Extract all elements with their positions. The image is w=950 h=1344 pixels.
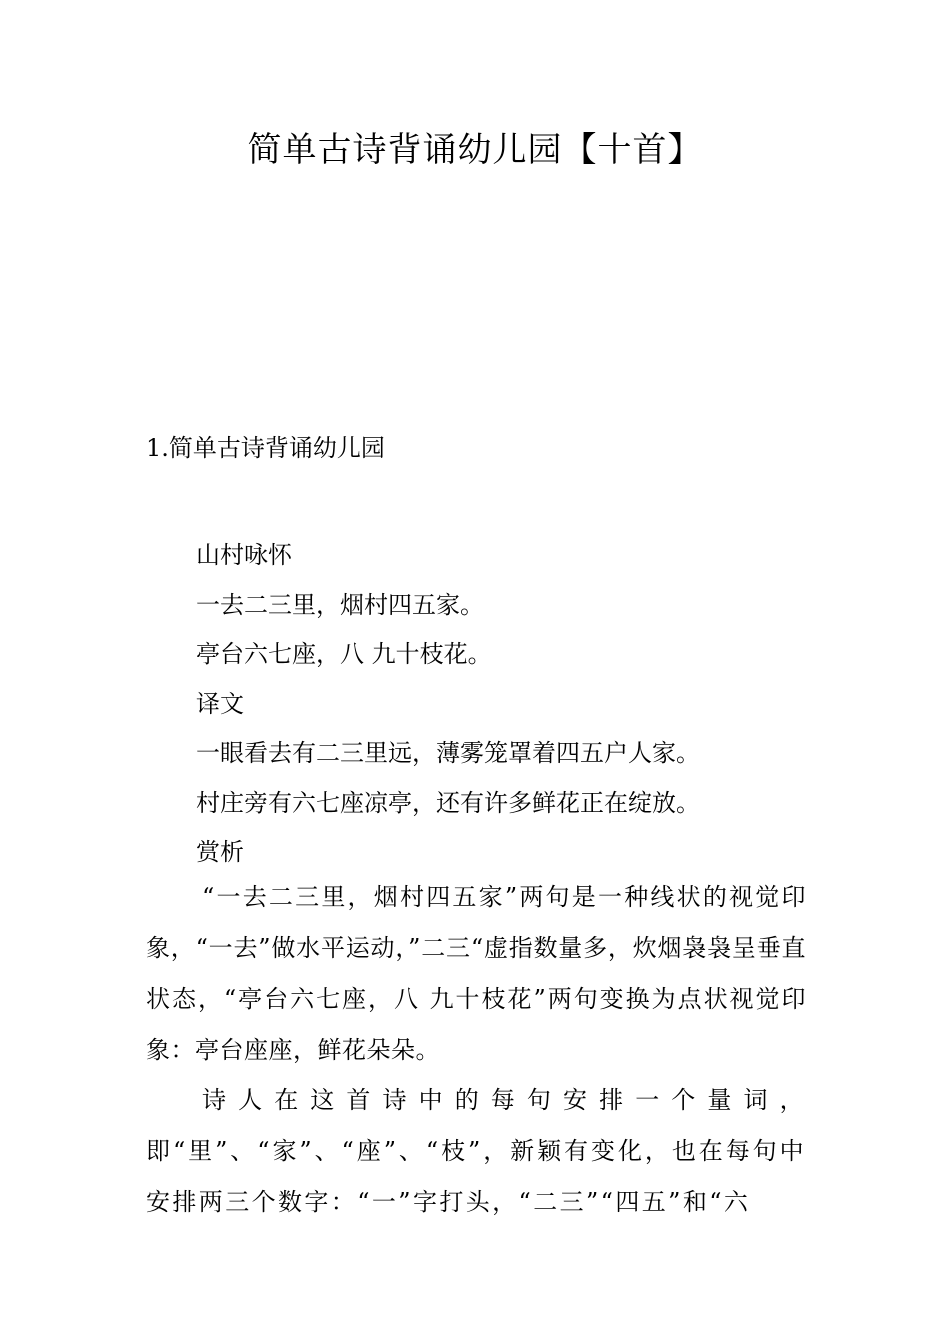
translation-line: 村庄旁有六七座凉亭，还有许多鲜花正在绽放。 — [196, 788, 700, 817]
analysis-paragraph: “一去二三里，烟村四五家”两句是一种线状的视觉印象，“一去”做水平运动，”二三“虚指数量多，炊烟袅袅呈垂直状态，“亭台六七座，八 九十枝花”两句变换为点状视觉印象：亭台座座，鲜花朵朵。 — [146, 883, 806, 1064]
section-heading: 1.简单古诗背诵幼儿园 — [146, 434, 385, 462]
poem-line: 一去二三里，烟村四五家。 — [196, 590, 484, 619]
poem-line: 亭台六七座，八 九十枝花。 — [196, 640, 492, 668]
translation-label: 译文 — [196, 689, 244, 718]
analysis-label: 赏析 — [196, 838, 244, 866]
analysis-paragraph: 诗人在这首诗中的每句安排一个量词，即“里”、“家”、“座”、“枝”，新颖有变化，也在每句中安排两三个数字：“一”字打头，“二三”“四五”和“六 — [146, 1086, 806, 1216]
document-title: 简单古诗背诵幼儿园【十首】 — [247, 130, 703, 170]
poem-title: 山村咏怀 — [196, 541, 292, 569]
poem-block — [196, 531, 816, 878]
translation-line: 一眼看去有二三里远，薄雾笼罩着四五户人家。 — [196, 739, 700, 767]
